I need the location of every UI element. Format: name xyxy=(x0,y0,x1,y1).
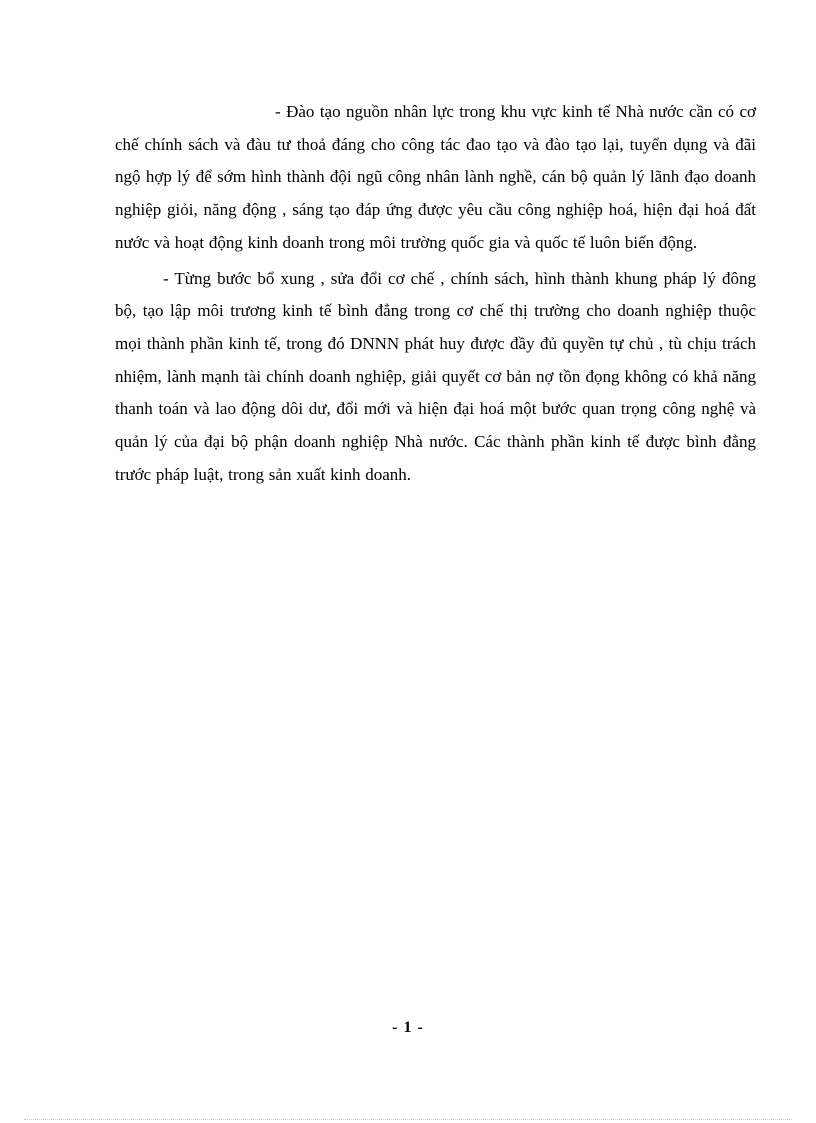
page-bottom-divider xyxy=(24,1119,792,1120)
paragraph-legal-framework: - Từng bước bổ xung , sửa đổi cơ chế , chính sách, hình thành khung pháp lý đông bộ, tạo lập môi trương kinh tế bình đẳng trong cơ chế thị trường cho doanh nghiệp thuộc mọi thành phần kinh tế, trong đó DNNN phát huy được đầy đủ quyền tự chủ , tù chịu trách nhiệm, lành mạnh tài chính doanh nghiệp, giải quyết cơ bản nợ tồn đọng không có khả năng thanh toán và lao động dôi dư, đổi mới và hiện đại hoá một bước quan trọng công nghệ và quản lý của đại bộ phận doanh nghiệp Nhà nước. Các thành phần kinh tế được bình đẳng trước pháp luật, trong sản xuất kinh doanh. xyxy=(115,268,756,484)
paragraph-workforce-training: - Đào tạo nguồn nhân lực trong khu vực kinh tế Nhà nước cần có cơ chế chính sách và đàu tư thoả đáng cho công tác đao tạo và đào tạo lại, tuyển dụng và đãi ngộ hợp lý để sớm hình thành đội ngũ công nhân lành nghề, cán bộ quản lý lãnh đạo doanh nghiệp giỏi, năng động , sáng tạo đáp ứng được yêu cầu công nghiệp hoá, hiện đại hoá đất nước và hoạt động kinh doanh trong môi trường quốc gia và quốc tế luôn biến động. xyxy=(115,102,756,252)
page-number: - 1 - xyxy=(392,1019,424,1036)
document-body xyxy=(115,96,756,491)
